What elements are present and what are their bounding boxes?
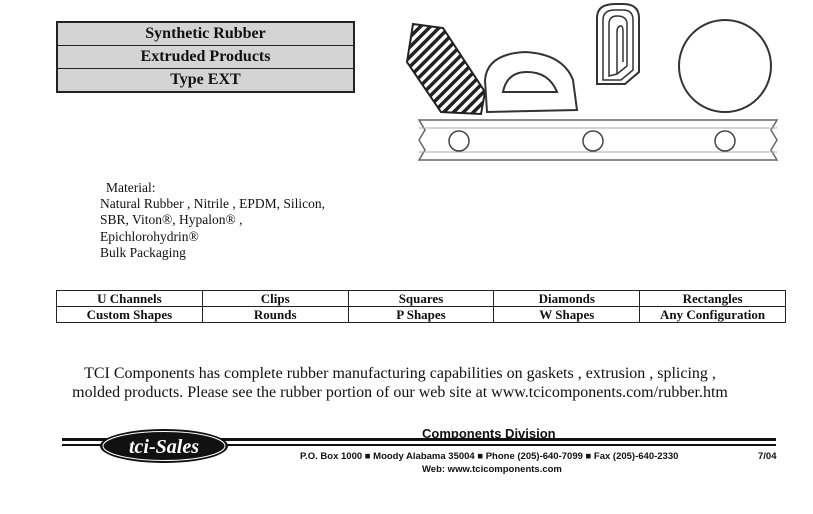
table-cell: U Channels (57, 291, 203, 307)
table-cell: Clips (202, 291, 348, 307)
revision-date: 7/04 (758, 451, 777, 462)
title-line-1: Synthetic Rubber (58, 23, 353, 46)
table-cell: Any Configuration (640, 307, 786, 323)
profile-types-table (56, 290, 786, 323)
title-line-3: Type EXT (170, 71, 241, 88)
table-cell: Rectangles (640, 291, 786, 307)
round-profile-icon (679, 20, 771, 112)
material-line: Natural Rubber , Nitrile , EPDM, Silicon, (100, 196, 325, 212)
table-cell: Diamonds (494, 291, 640, 307)
title-line-2: Extruded Products (58, 46, 353, 69)
table-row (57, 291, 786, 307)
strip-with-holes-icon (419, 120, 777, 160)
blurb-line: molded products. Please see the rubber portion of our web site at www.tcicomponents.com/rubber.htm (72, 384, 728, 401)
material-list (100, 180, 325, 261)
tci-sales-logo (98, 428, 230, 464)
material-heading: Material: (106, 180, 156, 195)
u-channel-profile-icon (597, 4, 639, 84)
footer (62, 426, 776, 486)
table-cell: P Shapes (348, 307, 494, 323)
material-line: SBR, Viton®, Hypalon® , (100, 212, 243, 228)
table-cell: Custom Shapes (57, 307, 203, 323)
title-box (56, 21, 355, 93)
division-name: Components Division (422, 426, 556, 441)
table-cell: Squares (348, 291, 494, 307)
blurb-line: TCI Components has complete rubber manufacturing capabilities on gaskets , extrusion , splicing , (84, 365, 716, 382)
table-cell: W Shapes (494, 307, 640, 323)
web-address: Web: www.tcicomponents.com (422, 464, 562, 475)
d-profile-icon (485, 52, 577, 112)
material-line: Epichlorohydrin® (100, 228, 199, 244)
logo-text: tci-Sales (129, 436, 199, 458)
table-cell: Rounds (202, 307, 348, 323)
material-line: Bulk Packaging (100, 244, 186, 260)
rubber-profiles-illustration (395, 0, 795, 170)
capabilities-blurb (0, 364, 800, 402)
diamond-profile-icon (407, 24, 485, 114)
address-line: P.O. Box 1000 ■ Moody Alabama 35004 ■ Phone (205)-640-7099 ■ Fax (205)-640-2330 (300, 451, 679, 462)
table-row (57, 307, 786, 323)
